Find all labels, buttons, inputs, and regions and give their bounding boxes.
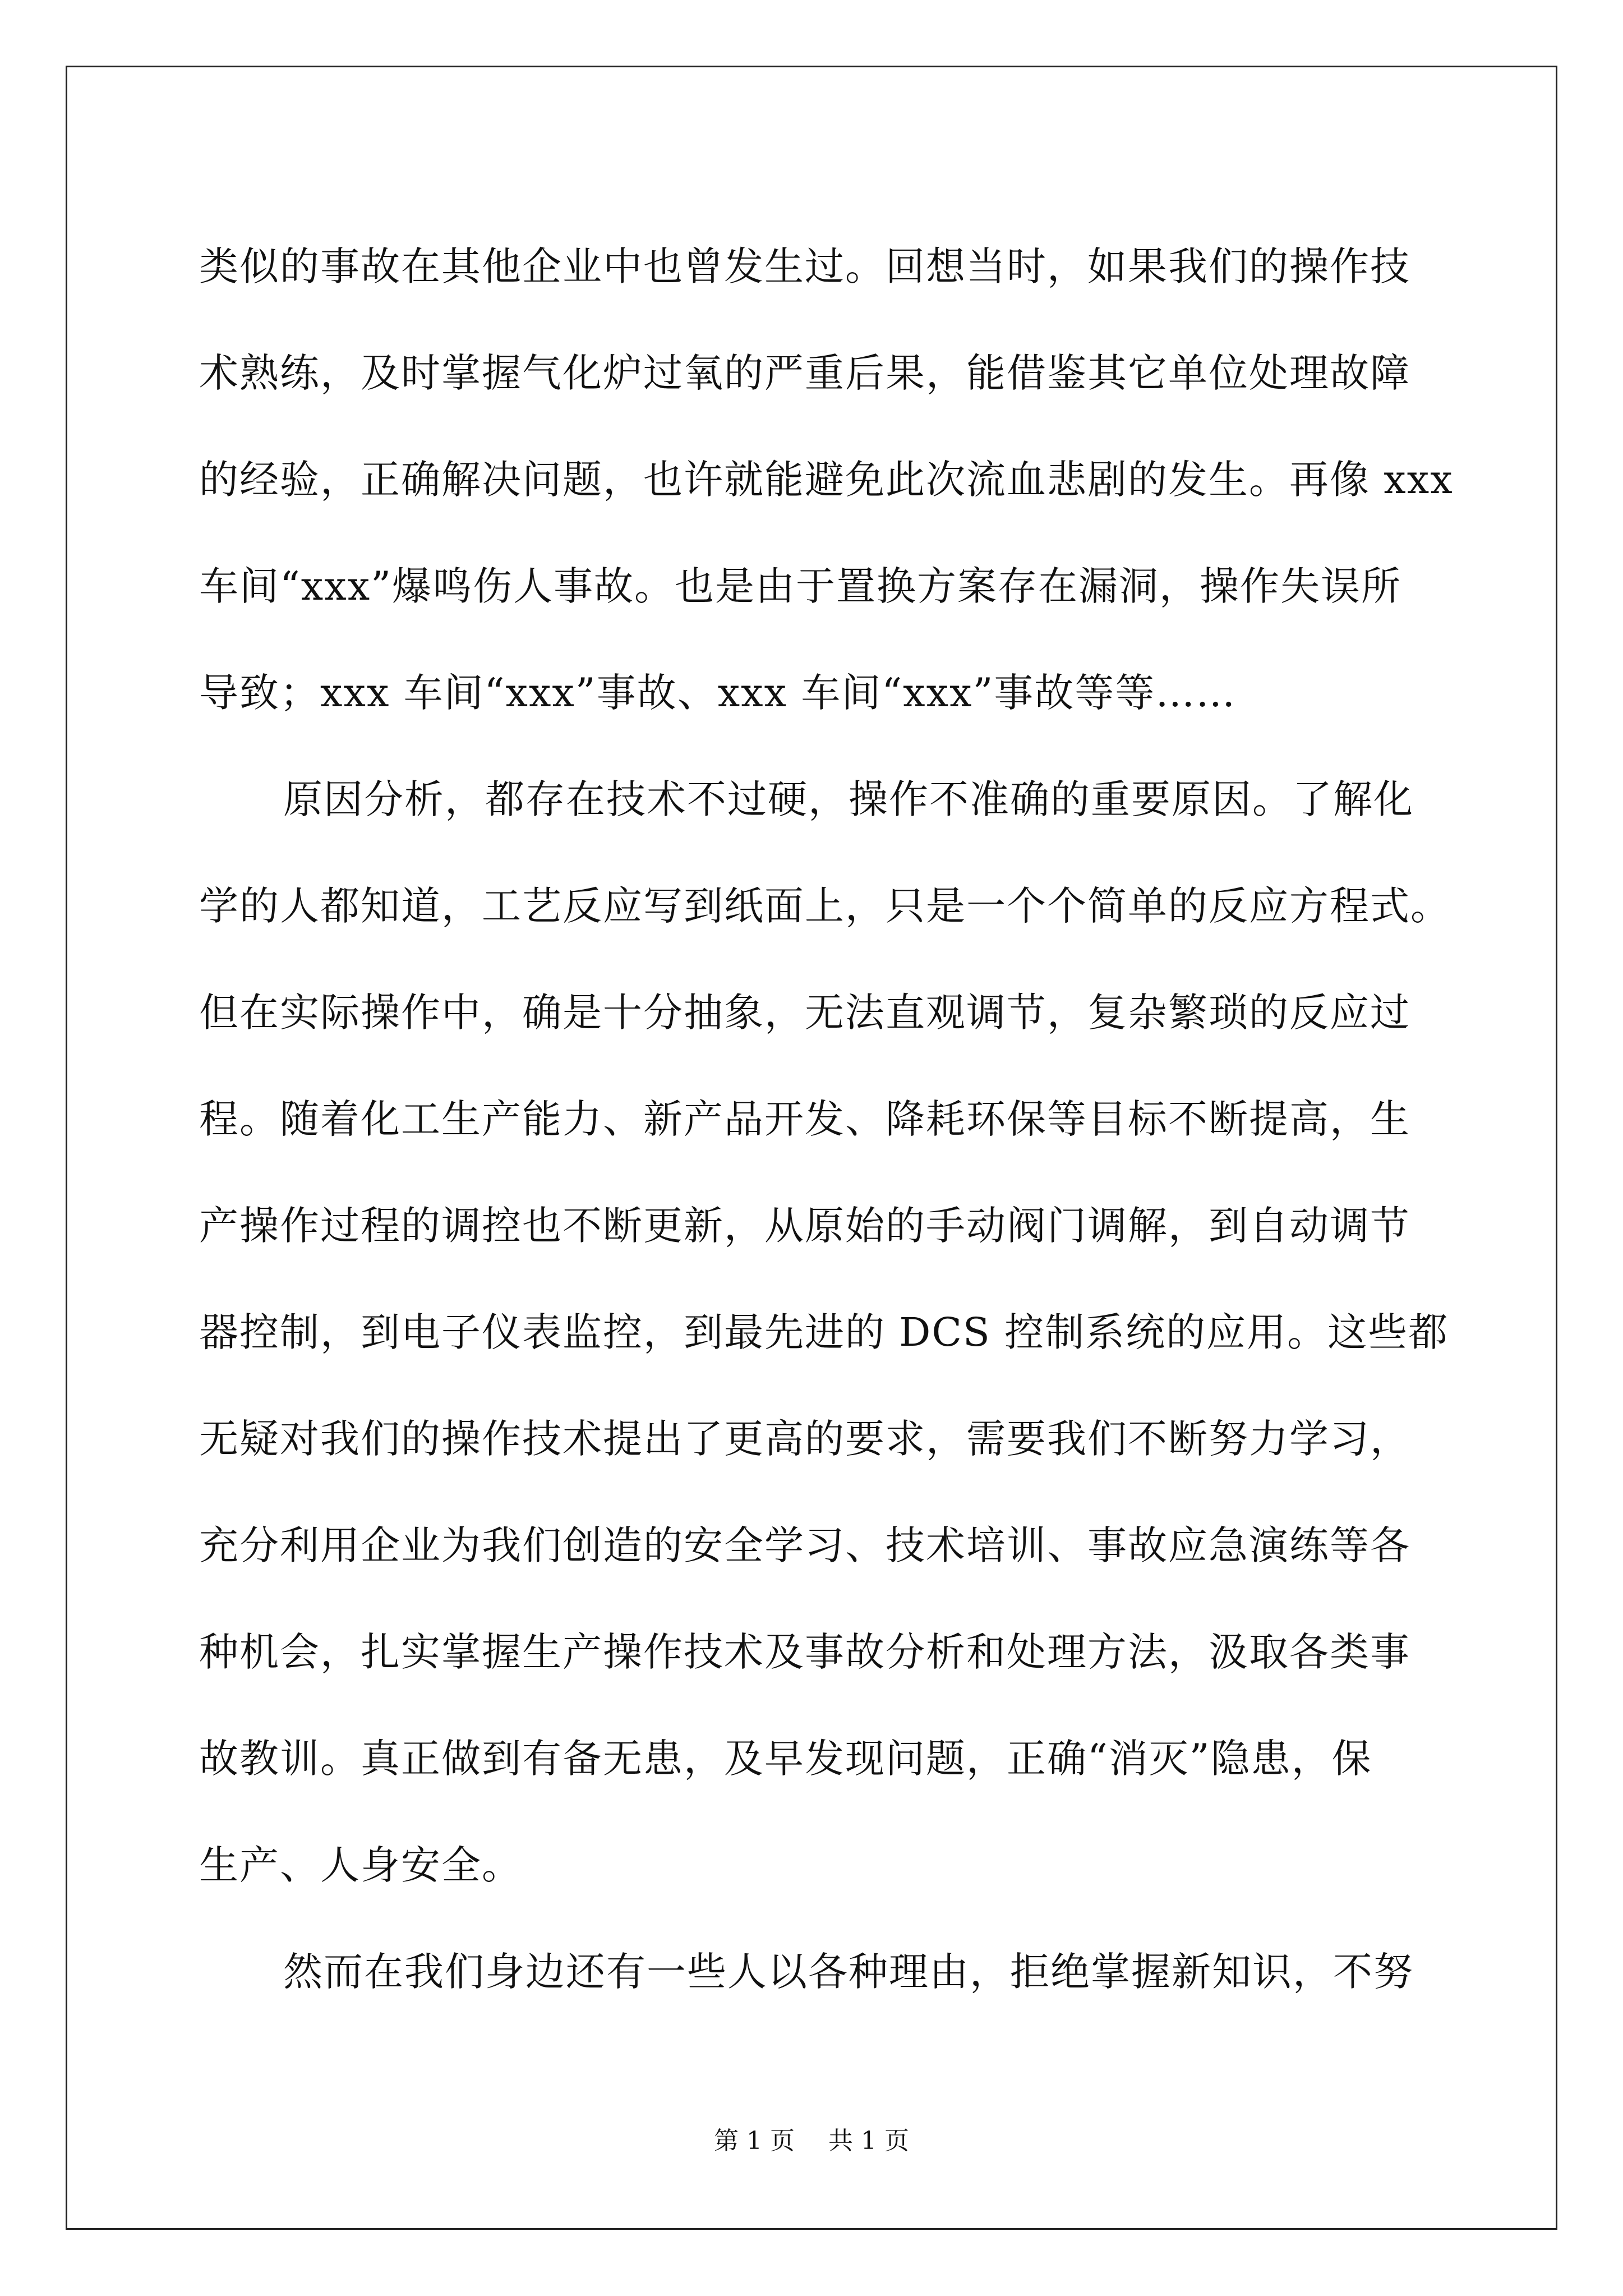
text-line: 生产、人身安全。 — [199, 1842, 522, 1888]
text-line: 种机会，扎实掌握生产操作技术及事故分析和处理方法，汲取各类事 — [199, 1629, 1410, 1675]
text-line: 但在实际操作中，确是十分抽象，无法直观调节，复杂繁琐的反应过 — [199, 990, 1410, 1036]
text-line: 导致；xxx 车间“xxx”事故、xxx 车间“xxx”事故等等…… — [199, 670, 1237, 716]
paragraph — [199, 746, 1451, 1918]
text-line: 产操作过程的调控也不断更新，从原始的手动阀门调解，到自动调节 — [199, 1203, 1410, 1249]
document-body — [199, 213, 1454, 2025]
text-line: 程。随着化工生产能力、新产品开发、降耗环保等目标不断提高，生 — [199, 1096, 1410, 1142]
page-number: 第 1 页 — [714, 2127, 795, 2155]
paragraph — [199, 1918, 1433, 2025]
text-line: 充分利用企业为我们创造的安全学习、技术培训、事故应急演练等各 — [199, 1522, 1410, 1568]
text-line: 然而在我们身边还有一些人以各种理由，拒绝掌握新知识，不努 — [283, 1949, 1414, 1995]
paragraph — [199, 213, 1454, 746]
text-line: 的经验，正确解决问题，也许就能避免此次流血悲剧的发生。再像 xxx — [199, 457, 1454, 503]
text-line: 车间“xxx”爆鸣伤人事故。也是由于置换方案存在漏洞，操作失误所 — [199, 563, 1402, 609]
page-total: 共 1 页 — [828, 2127, 909, 2155]
text-line: 术熟练，及时掌握气化炉过氧的严重后果，能借鉴其它单位处理故障 — [199, 350, 1410, 396]
text-line: 故教训。真正做到有备无患，及早发现问题，正确“消灭”隐患，保 — [199, 1736, 1372, 1782]
text-line: 类似的事故在其他企业中也曾发生过。回想当时，如果我们的操作技 — [199, 243, 1410, 289]
text-line: 原因分析，都存在技术不过硬，操作不准确的重要原因。了解化 — [283, 776, 1414, 822]
page-footer — [0, 2120, 1623, 2156]
text-line: 学的人都知道，工艺反应写到纸面上，只是一个个简单的反应方程式。 — [199, 883, 1451, 929]
text-line: 无疑对我们的操作技术提出了更高的要求，需要我们不断努力学习， — [199, 1416, 1410, 1462]
text-line: 器控制，到电子仪表监控，到最先进的 DCS 控制系统的应用。这些都 — [199, 1309, 1449, 1355]
